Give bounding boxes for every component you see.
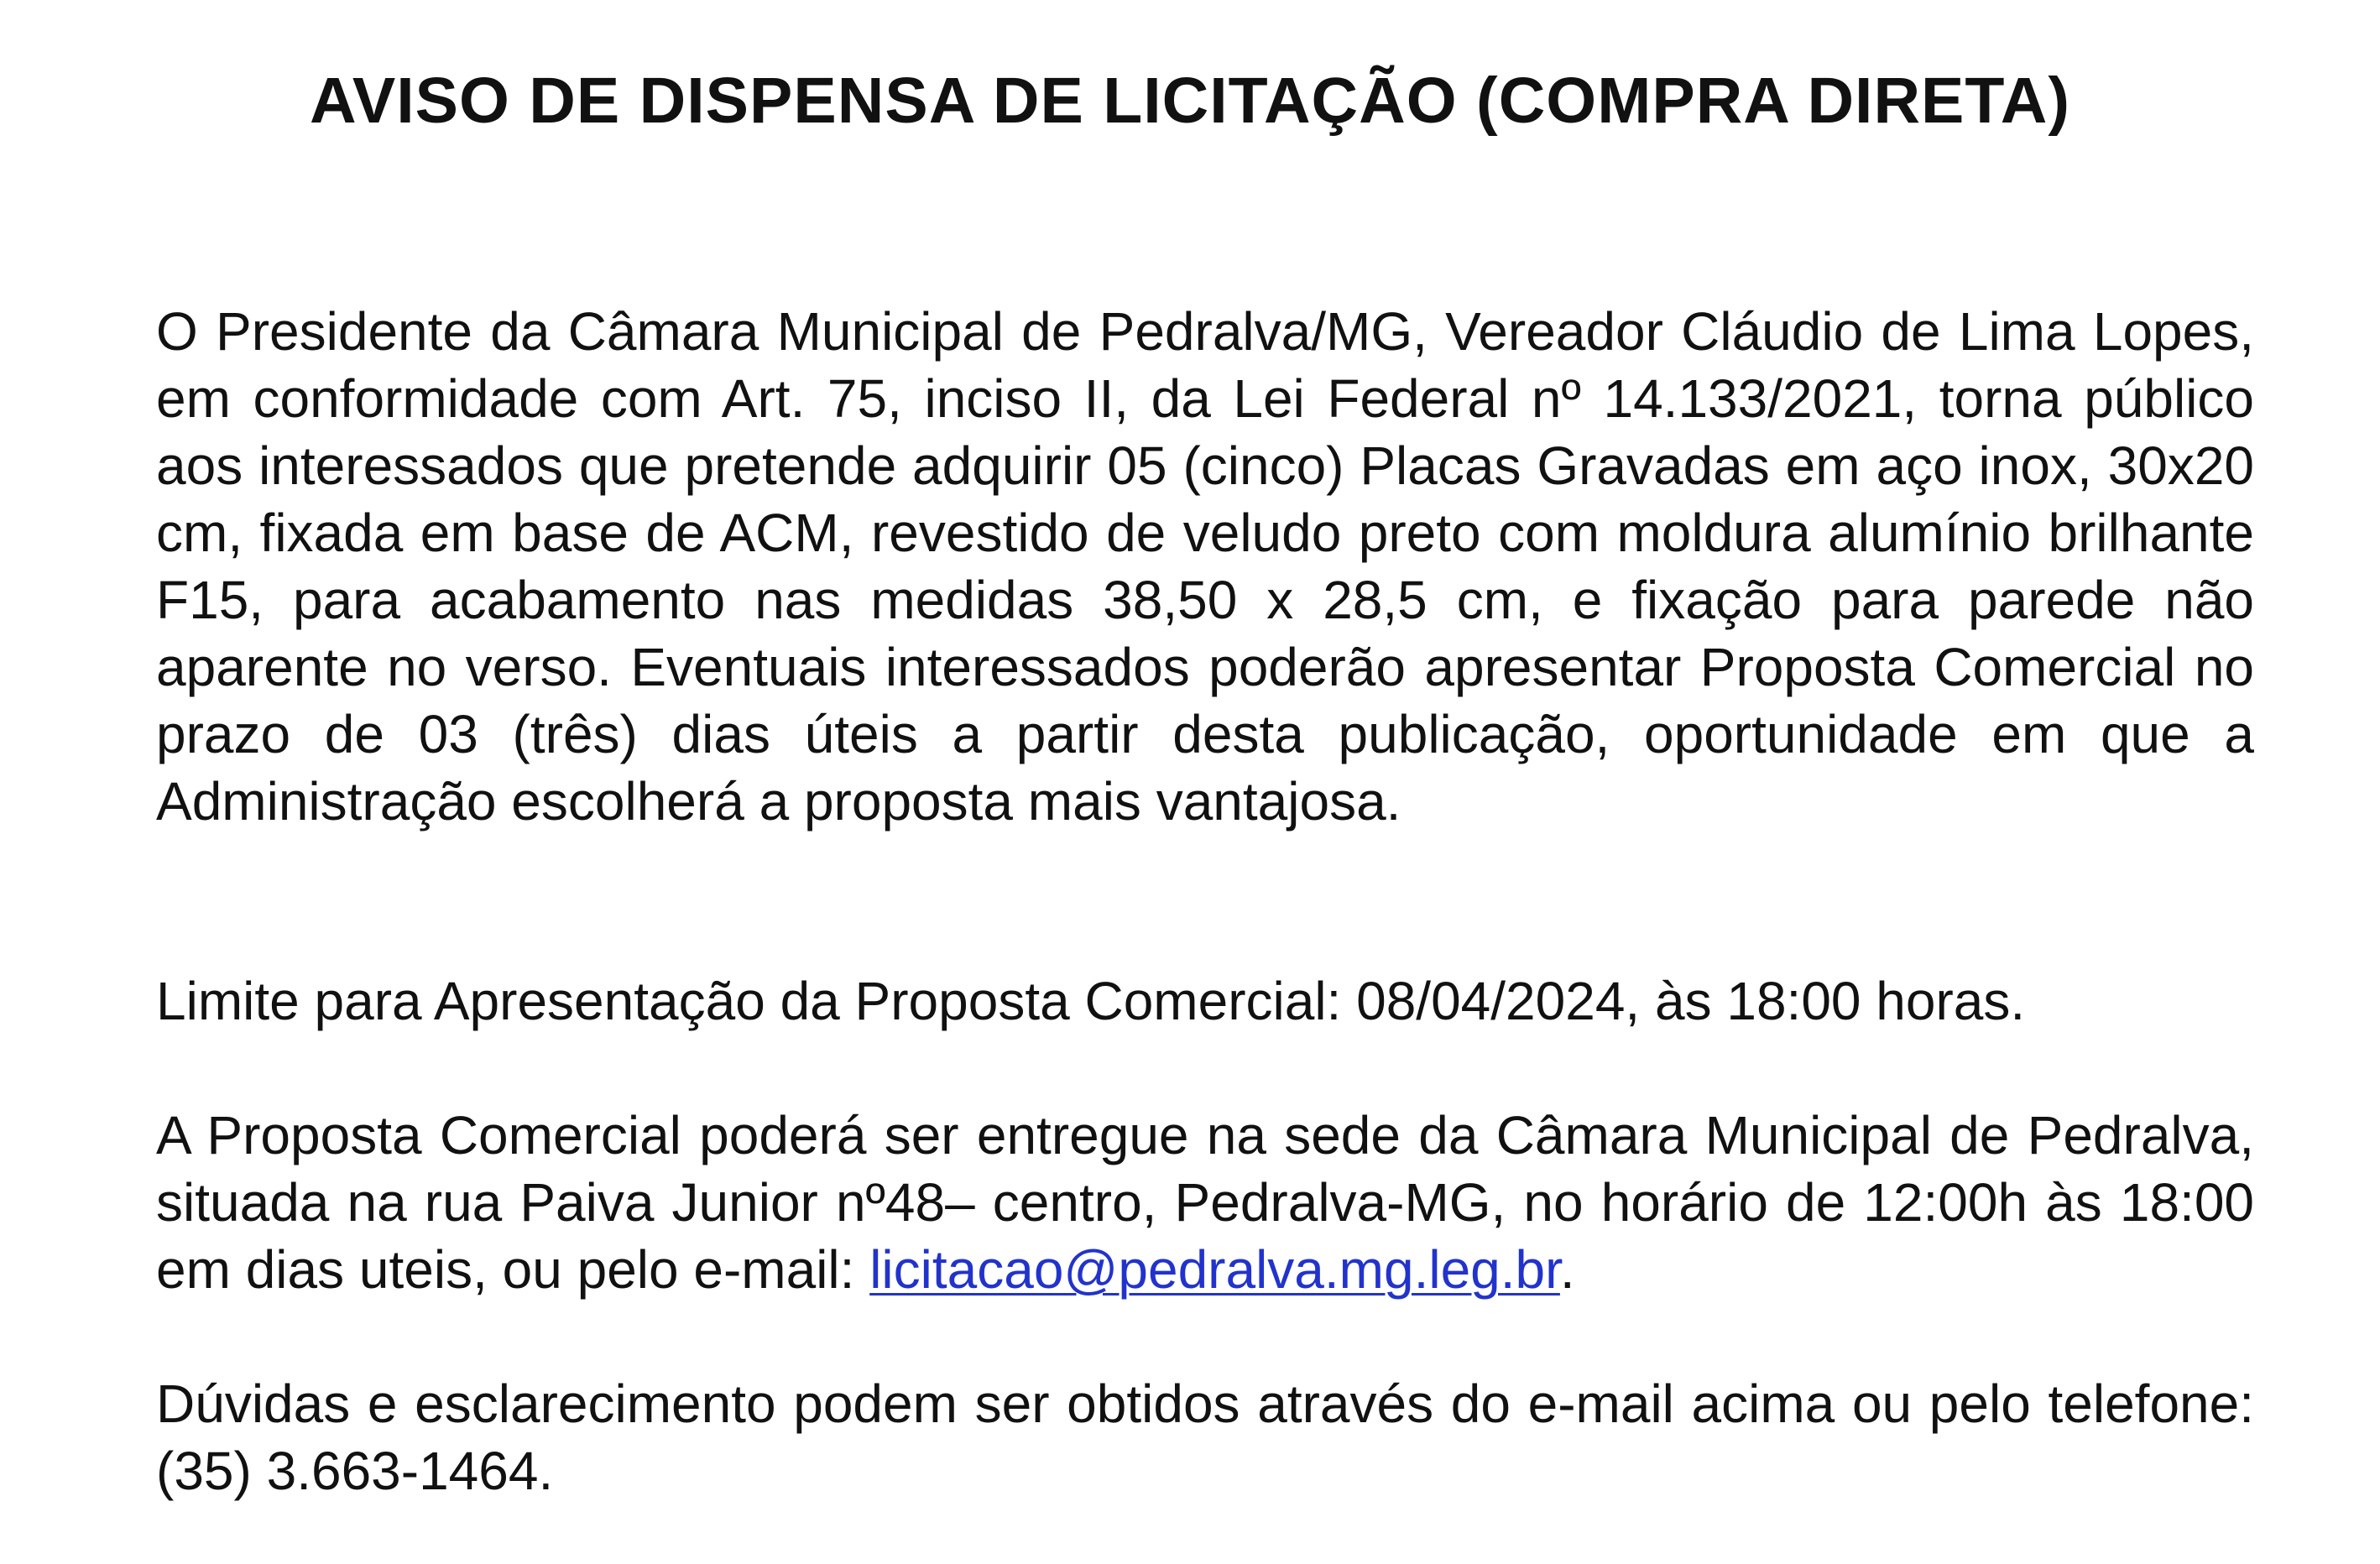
delivery-text: A Proposta Comercial poderá ser entregue na sede da Câmara Municipal de Pedralva, situada na rua Paiva Junior nº48– centro, Pedralva-MG, no horário de 12:00h às 18:00 em dias uteis, ou pelo e-mail:	[156, 1105, 2254, 1300]
email-link[interactable]: licitacao@pedralva.mg.leg.br	[869, 1239, 1560, 1300]
delivery-paragraph	[156, 1102, 2254, 1303]
notice-paragraph: O Presidente da Câmara Municipal de Pedralva/MG, Vereador Cláudio de Lima Lopes, em conformidade com Art. 75, inciso II, da Lei Federal nº 14.133/2021, torna público aos interessados que pretende adquirir 05 (cinco) Placas Gravadas em aço inox, 30x20 cm, fixada em base de ACM, revestido de veludo preto com moldura alumínio brilhante F15, para acabamento nas medidas 38,50 x 28,5 cm, e fixação para parede não aparente no verso. Eventuais interessados poderão apresentar Proposta Comercial no prazo de 03 (três) dias úteis a partir desta publicação, oportunidade em que a Administração escolherá a proposta mais vantajosa.	[156, 301, 2254, 832]
document-title: AVISO DE DISPENSA DE LICITAÇÃO (COMPRA DIRETA)	[310, 65, 2070, 137]
delivery-end: .	[1559, 1239, 1575, 1300]
contact-paragraph: Dúvidas e esclarecimento podem ser obtidos através do e-mail acima ou pelo telefone: (35) 3.663-1464.	[156, 1374, 2254, 1501]
deadline-paragraph: Limite para Apresentação da Proposta Comercial: 08/04/2024, às 18:00 horas.	[156, 971, 2026, 1031]
